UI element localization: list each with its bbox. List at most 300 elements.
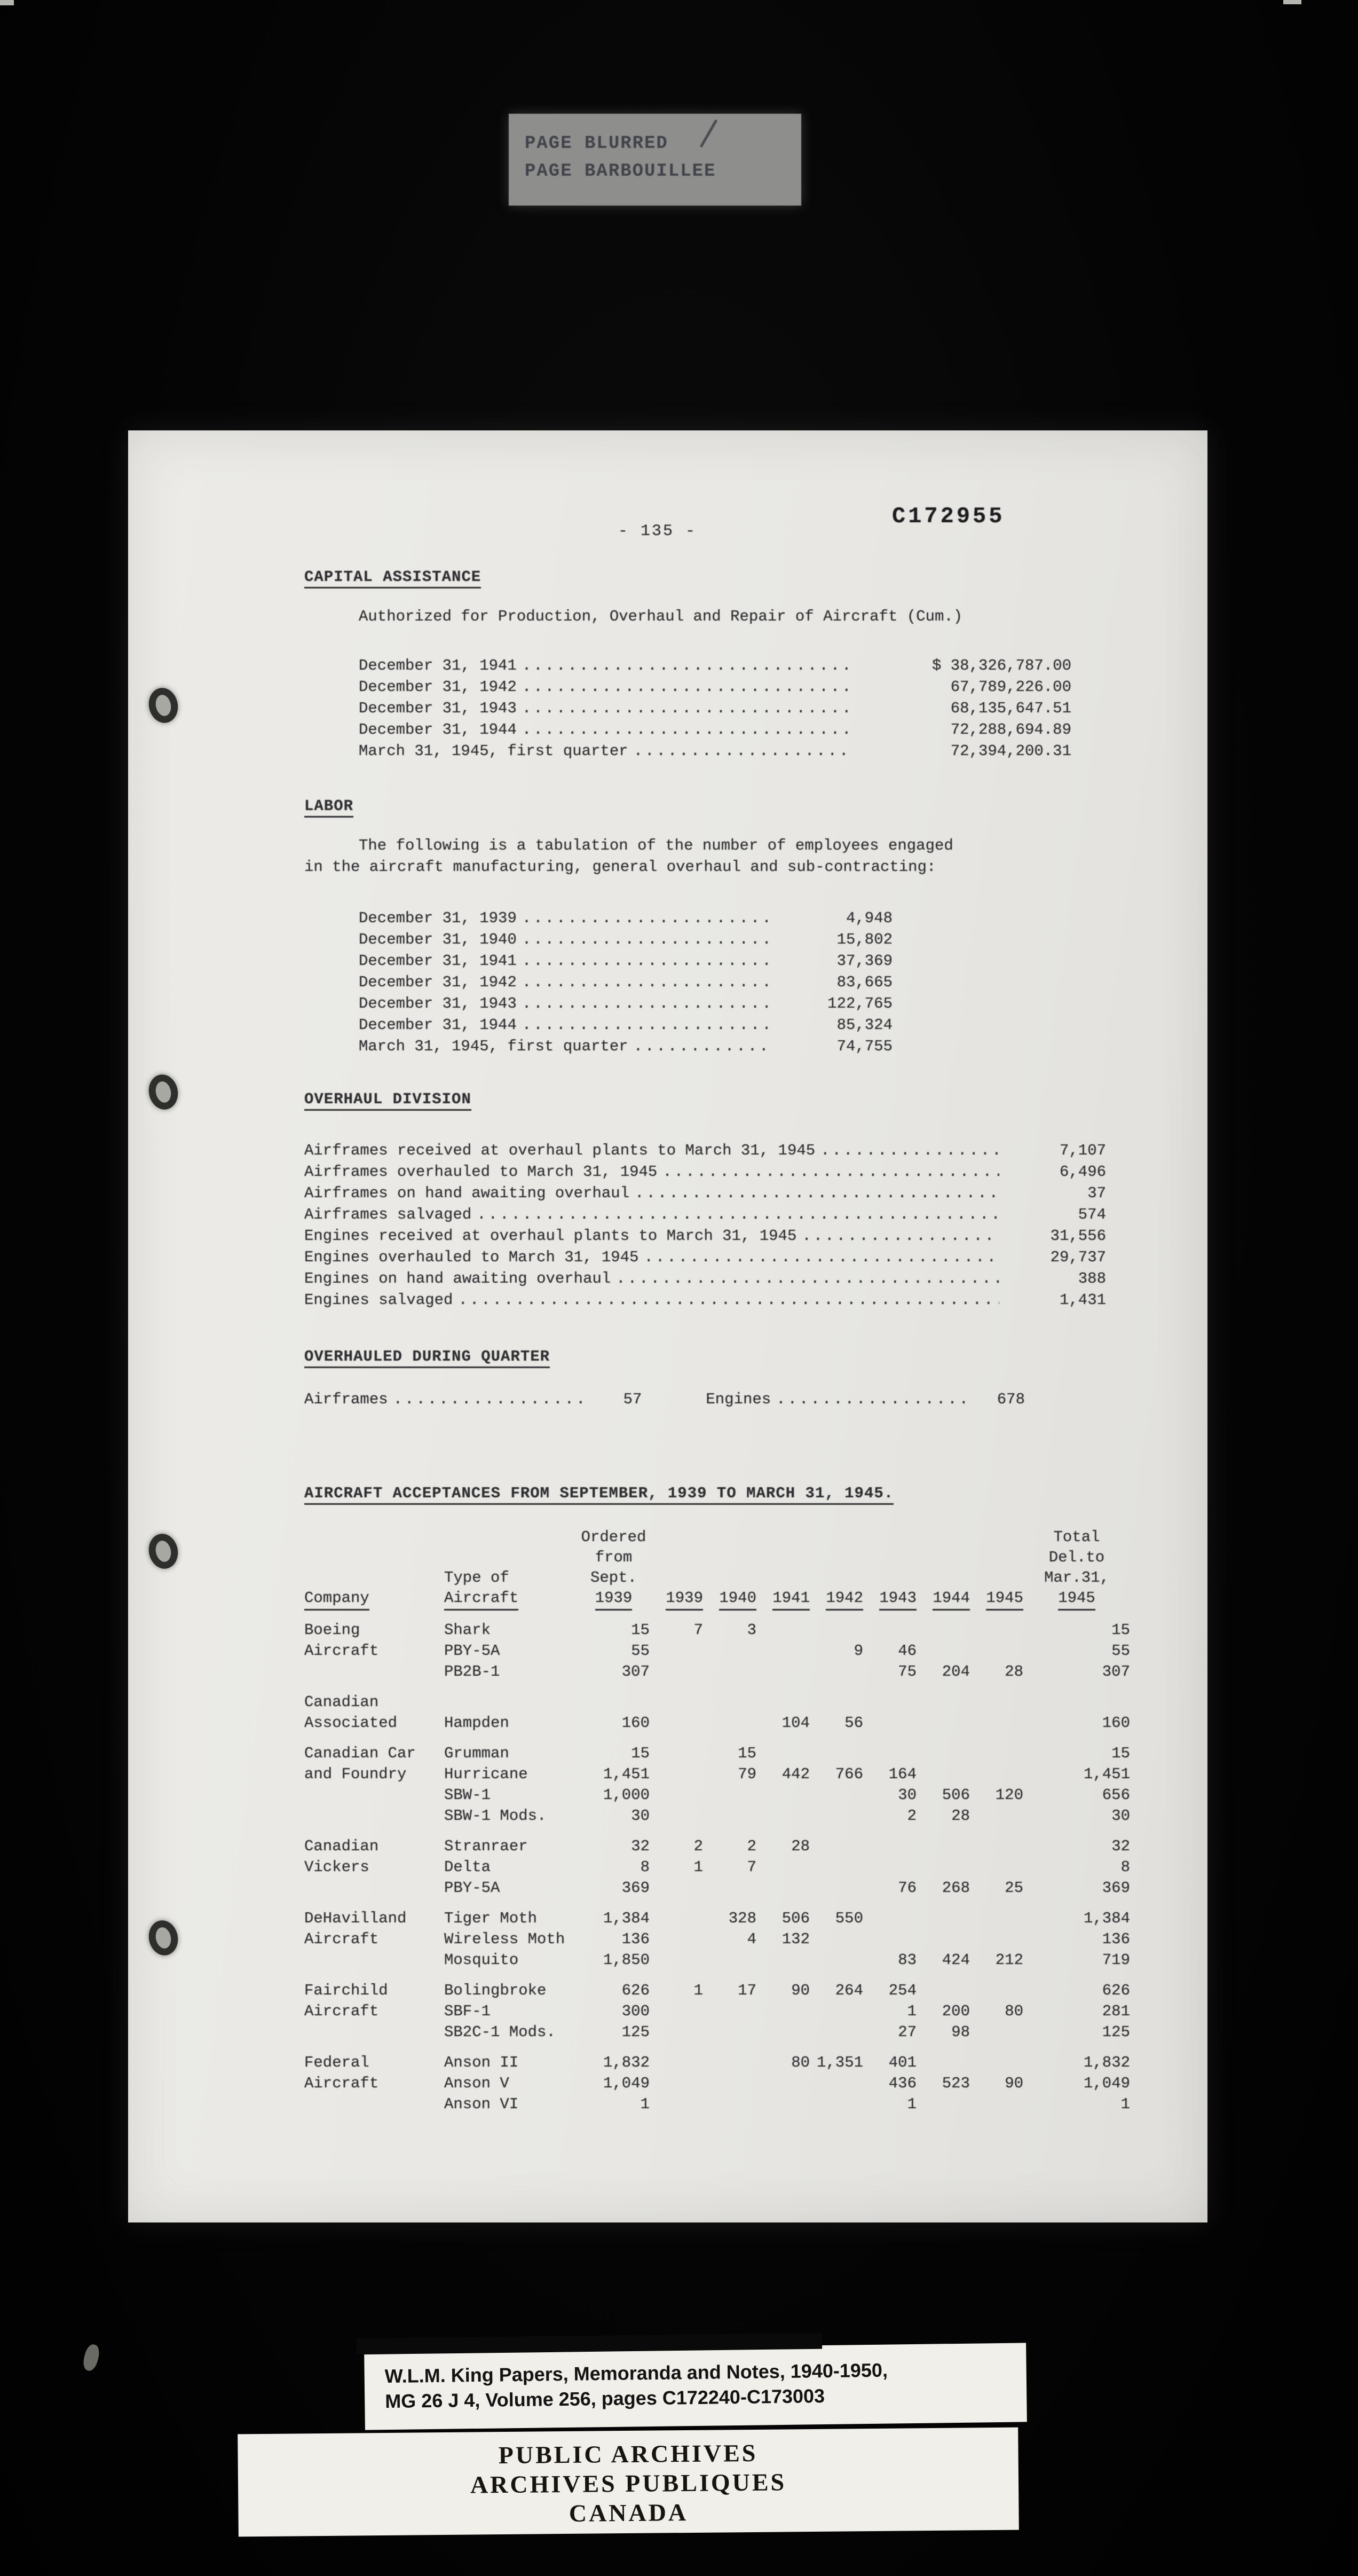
labor-intro-line2: in the aircraft manufacturing, general overhaul and sub-contracting: bbox=[304, 858, 936, 876]
cell-year-value bbox=[917, 1764, 970, 1785]
cell-year-value: 3 bbox=[747, 1621, 756, 1639]
cell-year-value: 1,351 bbox=[816, 2054, 863, 2071]
cell-year-value bbox=[863, 1692, 917, 1713]
cell-year-value bbox=[756, 1950, 810, 1970]
cell-year-value: 27 bbox=[898, 2023, 917, 2041]
cell-year-value: 9 bbox=[854, 1642, 863, 1660]
cell-company: Canadian bbox=[304, 1837, 379, 1855]
cell-aircraft-type: Stranraer bbox=[444, 1837, 528, 1855]
labor-value: 122,765 bbox=[827, 995, 893, 1012]
cell-year-value bbox=[703, 2073, 756, 2094]
cell-year-value bbox=[650, 1743, 703, 1764]
cell-aircraft-type: Tiger Moth bbox=[444, 1910, 538, 1927]
cell-year-value: 75 bbox=[898, 1663, 917, 1680]
film-speck bbox=[1283, 0, 1301, 4]
cell-year-value bbox=[703, 2094, 756, 2115]
cell-year-value bbox=[810, 1692, 863, 1713]
cell-year-value bbox=[703, 1640, 756, 1661]
cell-year-value bbox=[703, 2001, 756, 2022]
overhaul-row bbox=[304, 1268, 1106, 1290]
cell-total: 1 bbox=[1120, 2095, 1130, 2113]
cell-total: 281 bbox=[1102, 2002, 1130, 2020]
ordered-header: Ordered bbox=[581, 1528, 646, 1546]
table-row bbox=[304, 1620, 1130, 1640]
header-line-1 bbox=[304, 1527, 1130, 1548]
overhaul-row bbox=[304, 1226, 1106, 1247]
cell-year-value: 766 bbox=[835, 1765, 863, 1783]
overhaul-value: 29,737 bbox=[1050, 1248, 1106, 1266]
overhaul-row bbox=[304, 1204, 1106, 1226]
cell-ordered: 300 bbox=[621, 2002, 650, 2020]
cell-company bbox=[304, 1805, 444, 1826]
cell-total: 136 bbox=[1102, 1930, 1130, 1948]
total-header: 1945 bbox=[1023, 1588, 1130, 1611]
cell-year-value bbox=[756, 1878, 810, 1898]
cell-ordered: 8 bbox=[640, 1858, 650, 1876]
year-header: 1939 bbox=[650, 1588, 703, 1611]
cell-year-value: 104 bbox=[781, 1714, 810, 1732]
labor-value: 85,324 bbox=[836, 1016, 893, 1034]
cell-ordered: 1,049 bbox=[603, 2075, 650, 2092]
cell-company: Vickers bbox=[304, 1858, 369, 1876]
archives-stamp bbox=[238, 2428, 1019, 2537]
cell-year-value: 523 bbox=[942, 2075, 970, 2092]
labor-label: December 31, 1942 bbox=[359, 973, 517, 991]
dot-leader bbox=[634, 741, 852, 762]
cell-year-value bbox=[650, 2073, 703, 2094]
cell-year-value bbox=[917, 1908, 970, 1929]
cell-aircraft-type: PBY-5A bbox=[444, 1879, 500, 1897]
overhaul-row bbox=[304, 1290, 1106, 1311]
cell-year-value: 506 bbox=[781, 1910, 810, 1927]
cell-year-value bbox=[810, 1805, 863, 1826]
overhaul-value: 574 bbox=[1078, 1206, 1106, 1223]
cell-year-value bbox=[970, 1713, 1023, 1733]
cell-total: 8 bbox=[1120, 1858, 1130, 1876]
dot-leader bbox=[616, 1268, 999, 1290]
cell-ordered: 1,000 bbox=[603, 1786, 650, 1804]
microfilm-frame-number: C172955 bbox=[892, 504, 1005, 529]
cell-aircraft-type: SBW-1 bbox=[444, 1786, 491, 1804]
capital-label: March 31, 1945, first quarter bbox=[359, 742, 628, 760]
overhaul-label: Engines overhauled to March 31, 1945 bbox=[304, 1248, 639, 1266]
cell-year-value bbox=[756, 1640, 810, 1661]
cell-year-value bbox=[703, 1805, 756, 1826]
page-number: - 135 - bbox=[618, 522, 697, 540]
cell-year-value: 1 bbox=[693, 1858, 703, 1876]
cell-year-value: 90 bbox=[1005, 2075, 1023, 2092]
cell-year-value bbox=[756, 1692, 810, 1713]
cell-total: 1,832 bbox=[1083, 2054, 1130, 2071]
cell-year-value bbox=[650, 1713, 703, 1733]
dot-leader bbox=[635, 1183, 999, 1204]
cell-year-value bbox=[863, 1620, 917, 1640]
table-row bbox=[304, 1692, 1130, 1713]
year-header: 1940 bbox=[703, 1588, 756, 1611]
engines-value: 678 bbox=[997, 1391, 1025, 1408]
quarter-row bbox=[304, 1389, 1025, 1410]
capital-row bbox=[359, 741, 1071, 762]
archives-line-canada: CANADA bbox=[569, 2499, 689, 2527]
header-line-2 bbox=[304, 1548, 1130, 1568]
company-header: Company bbox=[304, 1588, 444, 1611]
cell-company bbox=[304, 2094, 444, 2115]
cell-year-value bbox=[970, 2022, 1023, 2043]
cell-year-value bbox=[810, 1785, 863, 1805]
cell-company: Associated bbox=[304, 1714, 398, 1732]
dot-leader bbox=[522, 655, 852, 677]
acceptance-company-group bbox=[304, 2052, 1130, 2115]
cell-year-value bbox=[917, 1640, 970, 1661]
labor-label: December 31, 1940 bbox=[359, 931, 517, 948]
cell-total: 656 bbox=[1102, 1786, 1130, 1804]
cell-year-value bbox=[756, 2022, 810, 2043]
cell-total: 55 bbox=[1111, 1642, 1130, 1660]
cell-year-value: 46 bbox=[898, 1642, 917, 1660]
cell-year-value: 164 bbox=[888, 1765, 917, 1783]
cell-ordered: 369 bbox=[621, 1879, 650, 1897]
header-line-4 bbox=[304, 1588, 1130, 1611]
labor-value: 83,665 bbox=[836, 973, 893, 991]
cell-total: 32 bbox=[1111, 1837, 1130, 1855]
cell-year-value bbox=[703, 1713, 756, 1733]
cell-year-value: 2 bbox=[907, 1807, 917, 1825]
section-overhaul-division bbox=[304, 1089, 1130, 1311]
acceptance-company-group bbox=[304, 1620, 1130, 1682]
cell-year-value bbox=[917, 2094, 970, 2115]
cell-total: 30 bbox=[1111, 1807, 1130, 1825]
cell-year-value: 30 bbox=[898, 1786, 917, 1804]
dot-leader bbox=[802, 1226, 999, 1247]
acceptances-table-header bbox=[304, 1527, 1130, 1611]
cell-year-value: 550 bbox=[835, 1910, 863, 1927]
overhaul-row bbox=[304, 1140, 1106, 1161]
dot-leader bbox=[393, 1389, 589, 1410]
cell-year-value bbox=[810, 2001, 863, 2022]
cell-year-value bbox=[970, 2094, 1023, 2115]
capital-label: December 31, 1943 bbox=[359, 700, 517, 717]
cell-year-value: 90 bbox=[791, 1982, 810, 1999]
overhaul-label: Engines on hand awaiting overhaul bbox=[304, 1270, 611, 1287]
cell-year-value bbox=[970, 1640, 1023, 1661]
labor-row bbox=[359, 1036, 893, 1057]
cell-year-value bbox=[970, 1764, 1023, 1785]
labor-row bbox=[359, 908, 893, 929]
cell-year-value bbox=[810, 1950, 863, 1970]
labor-label: December 31, 1939 bbox=[359, 909, 517, 927]
labor-label: March 31, 1945, first quarter bbox=[359, 1038, 628, 1055]
cell-year-value bbox=[810, 1836, 863, 1857]
table-row bbox=[304, 1785, 1130, 1805]
dot-leader bbox=[458, 1290, 999, 1311]
cell-year-value bbox=[970, 1857, 1023, 1878]
cell-year-value: 17 bbox=[738, 1982, 756, 1999]
cell-year-value bbox=[863, 1743, 917, 1764]
cell-company: Aircraft bbox=[304, 2075, 379, 2092]
cell-year-value bbox=[810, 2073, 863, 2094]
cell-year-value bbox=[810, 1661, 863, 1682]
citation-strip bbox=[364, 2343, 1027, 2430]
cell-year-value: 56 bbox=[844, 1714, 863, 1732]
cell-year-value: 132 bbox=[781, 1930, 810, 1948]
ordered-header: from bbox=[595, 1549, 633, 1566]
cell-company bbox=[304, 2022, 444, 2043]
cell-year-value bbox=[970, 1908, 1023, 1929]
page-header bbox=[304, 502, 1130, 567]
cell-ordered: 1,384 bbox=[603, 1910, 650, 1927]
overhaul-label: Engines salvaged bbox=[304, 1291, 453, 1309]
cell-year-value bbox=[917, 1692, 970, 1713]
section-aircraft-acceptances bbox=[304, 1483, 1130, 2115]
cell-aircraft-type: SBW-1 Mods. bbox=[444, 1807, 547, 1825]
labor-row bbox=[359, 993, 893, 1015]
section-heading: LABOR bbox=[304, 796, 1130, 817]
engines-label: Engines bbox=[706, 1391, 771, 1408]
table-row bbox=[304, 1661, 1130, 1682]
dot-leader bbox=[820, 1140, 999, 1161]
capital-value: 67,789,226.00 bbox=[950, 678, 1071, 696]
capital-label: December 31, 1944 bbox=[359, 721, 517, 739]
cell-year-value bbox=[970, 1620, 1023, 1640]
cell-ordered: 15 bbox=[631, 1621, 650, 1639]
cell-year-value: 200 bbox=[942, 2002, 970, 2020]
ordered-header: 1939 bbox=[578, 1588, 650, 1611]
cell-company: and Foundry bbox=[304, 1765, 407, 1783]
cell-company: Fairchild bbox=[304, 1982, 388, 1999]
cell-year-value: 4 bbox=[747, 1930, 756, 1948]
cell-year-value bbox=[703, 2052, 756, 2073]
cell-year-value: 79 bbox=[738, 1765, 756, 1783]
cell-year-value bbox=[756, 2001, 810, 2022]
capital-row bbox=[359, 677, 1071, 698]
cell-year-value: 1 bbox=[907, 2095, 917, 2113]
stamp-line-en: PAGE BLURRED bbox=[525, 133, 668, 154]
year-header: 1942 bbox=[810, 1588, 863, 1611]
cell-ordered: 1 bbox=[640, 2095, 650, 2113]
cell-ordered: 30 bbox=[631, 1807, 650, 1825]
cell-aircraft-type: Hurricane bbox=[444, 1765, 528, 1783]
table-row bbox=[304, 1980, 1130, 2001]
cell-year-value: 80 bbox=[1005, 2002, 1023, 2020]
cell-aircraft-type: PBY-5A bbox=[444, 1642, 500, 1660]
cell-year-value: 15 bbox=[738, 1745, 756, 1762]
cell-total: 307 bbox=[1102, 1663, 1130, 1680]
cell-year-value bbox=[756, 1805, 810, 1826]
cell-aircraft-type: Grumman bbox=[444, 1745, 509, 1762]
cell-year-value bbox=[863, 1836, 917, 1857]
cell-year-value bbox=[917, 1980, 970, 2001]
cell-year-value bbox=[810, 1857, 863, 1878]
cell-total: 719 bbox=[1102, 1951, 1130, 1969]
overhaul-list bbox=[304, 1140, 1106, 1311]
cell-year-value bbox=[703, 1785, 756, 1805]
cell-year-value bbox=[650, 1692, 703, 1713]
labor-value: 37,369 bbox=[836, 952, 893, 970]
labor-label: December 31, 1941 bbox=[359, 952, 517, 970]
table-row bbox=[304, 1908, 1130, 1929]
dot-leader bbox=[522, 972, 770, 993]
airframes-value: 57 bbox=[623, 1391, 642, 1408]
cell-aircraft-type: Delta bbox=[444, 1858, 491, 1876]
labor-row bbox=[359, 929, 893, 951]
cell-year-value bbox=[650, 2094, 703, 2115]
cell-ordered: 1,451 bbox=[603, 1765, 650, 1783]
cell-ordered: 307 bbox=[621, 1663, 650, 1680]
cell-aircraft-type: Shark bbox=[444, 1621, 491, 1639]
cell-company bbox=[304, 1785, 444, 1805]
cell-year-value bbox=[650, 2001, 703, 2022]
cell-year-value bbox=[703, 2022, 756, 2043]
cell-aircraft-type: Anson V bbox=[444, 2075, 509, 2092]
cell-year-value bbox=[650, 1764, 703, 1785]
archives-line-en: PUBLIC ARCHIVES bbox=[498, 2439, 758, 2469]
cell-year-value bbox=[970, 1692, 1023, 1713]
cell-year-value bbox=[703, 1950, 756, 1970]
labor-row bbox=[359, 972, 893, 993]
overhaul-row bbox=[304, 1183, 1106, 1204]
labor-row bbox=[359, 951, 893, 972]
cell-year-value bbox=[863, 1857, 917, 1878]
cell-company: Aircraft bbox=[304, 1642, 379, 1660]
acceptances-table-body bbox=[304, 1620, 1130, 2115]
section-heading: OVERHAUL DIVISION bbox=[304, 1089, 1130, 1110]
cell-year-value bbox=[703, 1661, 756, 1682]
dot-leader bbox=[477, 1204, 999, 1226]
overhaul-value: 388 bbox=[1078, 1270, 1106, 1287]
cell-year-value bbox=[650, 2022, 703, 2043]
cell-year-value bbox=[917, 1836, 970, 1857]
total-header: Total bbox=[1053, 1528, 1100, 1546]
capital-label: December 31, 1941 bbox=[359, 657, 517, 674]
acceptance-company-group bbox=[304, 1980, 1130, 2043]
table-row bbox=[304, 1878, 1130, 1898]
table-row bbox=[304, 1713, 1130, 1733]
cell-year-value: 506 bbox=[942, 1786, 970, 1804]
cell-year-value bbox=[756, 1785, 810, 1805]
dot-leader bbox=[634, 1036, 770, 1057]
overhaul-label: Airframes salvaged bbox=[304, 1206, 472, 1223]
overhaul-label: Airframes on hand awaiting overhaul bbox=[304, 1184, 630, 1202]
overhaul-label: Airframes overhauled to March 31, 1945 bbox=[304, 1163, 658, 1181]
section-labor bbox=[304, 796, 1130, 1057]
acceptance-company-group bbox=[304, 1743, 1130, 1826]
cell-year-value: 204 bbox=[942, 1663, 970, 1680]
cell-aircraft-type: Anson II bbox=[444, 2054, 519, 2071]
cell-year-value: 83 bbox=[898, 1951, 917, 1969]
capital-value: 72,394,200.31 bbox=[950, 742, 1071, 760]
cell-year-value bbox=[650, 1908, 703, 1929]
page-blurred-stamp bbox=[509, 114, 801, 206]
capital-value: 68,135,647.51 bbox=[950, 700, 1071, 717]
cell-year-value: 2 bbox=[747, 1837, 756, 1855]
cell-year-value bbox=[756, 2094, 810, 2115]
cell-year-value bbox=[970, 1743, 1023, 1764]
cell-year-value bbox=[756, 1661, 810, 1682]
cell-year-value: 7 bbox=[747, 1858, 756, 1876]
cell-year-value bbox=[756, 1743, 810, 1764]
overhaul-value: 37 bbox=[1087, 1184, 1106, 1202]
labor-value: 15,802 bbox=[836, 931, 893, 948]
cell-year-value bbox=[863, 1908, 917, 1929]
cell-year-value: 442 bbox=[781, 1765, 810, 1783]
acceptance-company-group bbox=[304, 1836, 1130, 1898]
dot-leader bbox=[776, 1389, 972, 1410]
table-row bbox=[304, 2001, 1130, 2022]
section-heading: CAPITAL ASSISTANCE bbox=[304, 567, 1130, 588]
cell-aircraft-type: SBF-1 bbox=[444, 2002, 491, 2020]
cell-ordered: 626 bbox=[621, 1982, 650, 1999]
page-content bbox=[128, 430, 1207, 2115]
year-header: 1941 bbox=[756, 1588, 810, 1611]
cell-year-value: 436 bbox=[888, 2075, 917, 2092]
cell-year-value bbox=[650, 1878, 703, 1898]
cell-year-value: 28 bbox=[1005, 1663, 1023, 1680]
year-header: 1944 bbox=[917, 1588, 970, 1611]
table-row bbox=[304, 1857, 1130, 1878]
capital-label: December 31, 1942 bbox=[359, 678, 517, 696]
type-header: Type of bbox=[444, 1569, 509, 1587]
table-row bbox=[304, 2094, 1130, 2115]
year-header: 1945 bbox=[970, 1588, 1023, 1611]
cell-ordered: 136 bbox=[621, 1930, 650, 1948]
capital-assistance-list bbox=[359, 655, 1071, 762]
cell-year-value bbox=[863, 1929, 917, 1950]
cell-year-value bbox=[650, 1929, 703, 1950]
dot-leader bbox=[522, 1015, 770, 1036]
cell-year-value: 7 bbox=[693, 1621, 703, 1639]
cell-company bbox=[304, 1950, 444, 1970]
overhaul-value: 6,496 bbox=[1059, 1163, 1106, 1181]
cell-total: 626 bbox=[1102, 1982, 1130, 1999]
cell-total: 1,049 bbox=[1083, 2075, 1130, 2092]
dot-leader bbox=[522, 929, 770, 951]
dot-leader bbox=[522, 908, 770, 929]
cell-year-value: 80 bbox=[791, 2054, 810, 2071]
cell-year-value: 2 bbox=[693, 1837, 703, 1855]
table-row bbox=[304, 2022, 1130, 2043]
table-row bbox=[304, 1950, 1130, 1970]
cell-total: 15 bbox=[1111, 1745, 1130, 1762]
cell-ordered: 1,832 bbox=[603, 2054, 650, 2071]
cell-year-value bbox=[917, 1857, 970, 1878]
cell-year-value bbox=[650, 1950, 703, 1970]
cell-year-value bbox=[917, 1620, 970, 1640]
citation-line2: MG 26 J 4, Volume 256, pages C172240-C173003 bbox=[385, 2385, 825, 2413]
dot-leader bbox=[644, 1247, 999, 1268]
labor-label: December 31, 1943 bbox=[359, 995, 517, 1012]
cell-ordered: 32 bbox=[631, 1837, 650, 1855]
cell-aircraft-type: Hampden bbox=[444, 1714, 509, 1732]
cell-year-value bbox=[810, 1929, 863, 1950]
acceptance-company-group bbox=[304, 1692, 1130, 1733]
cell-aircraft-type: Mosquito bbox=[444, 1951, 519, 1969]
cell-year-value bbox=[650, 1640, 703, 1661]
table-row bbox=[304, 1805, 1130, 1826]
cell-year-value bbox=[810, 1620, 863, 1640]
cell-year-value: 28 bbox=[951, 1807, 970, 1825]
total-header: Del.to bbox=[1048, 1549, 1105, 1566]
cell-company: Aircraft bbox=[304, 2002, 379, 2020]
cell-year-value: 120 bbox=[995, 1786, 1023, 1804]
labor-value: 74,755 bbox=[836, 1038, 893, 1055]
cell-total: 369 bbox=[1102, 1879, 1130, 1897]
stamp-line-fr: PAGE BARBOUILLEE bbox=[525, 161, 716, 182]
cell-year-value bbox=[917, 1929, 970, 1950]
acceptance-company-group bbox=[304, 1908, 1130, 1970]
cell-year-value: 254 bbox=[888, 1982, 917, 1999]
dot-leader bbox=[522, 719, 852, 741]
cell-ordered: 1,850 bbox=[603, 1951, 650, 1969]
